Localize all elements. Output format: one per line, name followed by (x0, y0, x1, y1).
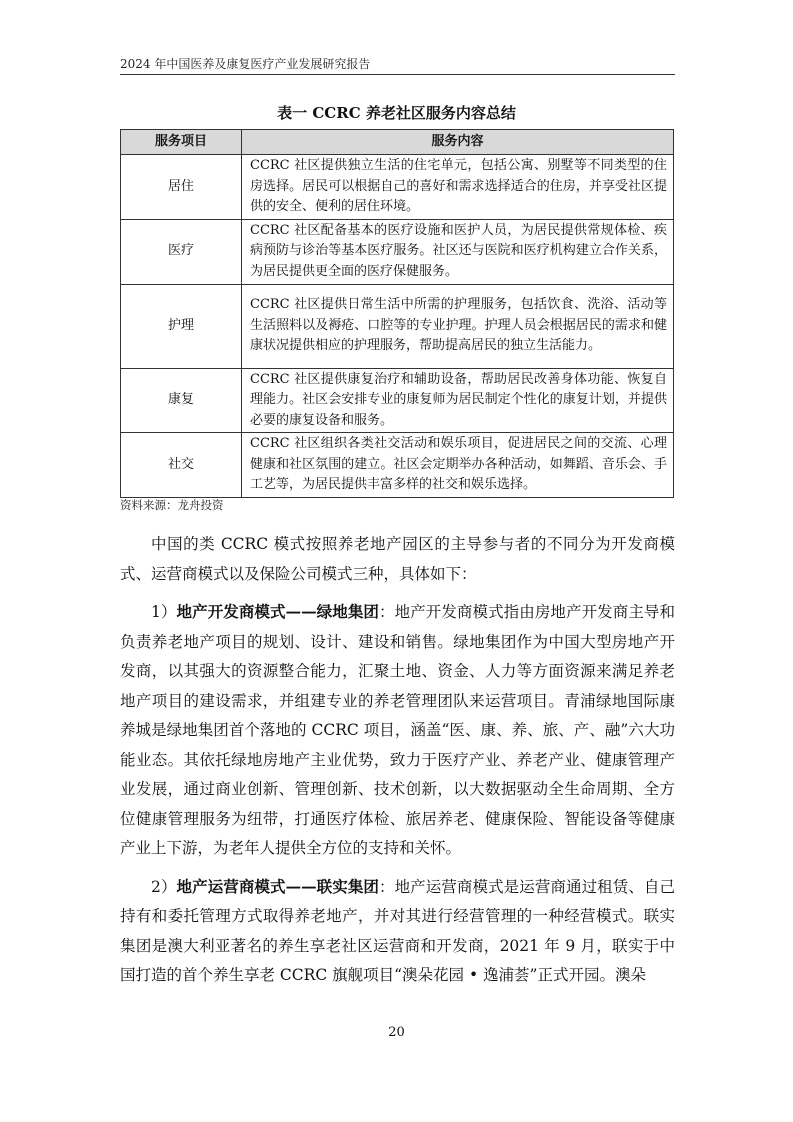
row-item-label: 居住 (121, 155, 242, 220)
paragraph-developer-model (120, 597, 675, 864)
row-item-label: 护理 (121, 284, 242, 368)
page-number: 20 (388, 1025, 405, 1040)
row-item-label: 康复 (121, 368, 242, 433)
row-item-label: 社交 (121, 433, 242, 498)
col-header-content: 服务内容 (242, 130, 674, 155)
row-content: CCRC 社区提供康复治疗和辅助设备，帮助居民改善身体功能、恢复自理能力。社区会安排专业的康复师为居民制定个性化的康复计划，并提供必要的康复设备和服务。 (242, 368, 674, 433)
col-header-item: 服务项目 (121, 130, 242, 155)
running-header: 2024 年中国医养及康复医疗产业发展研究报告 (120, 56, 675, 75)
paragraph-body: ：地产运营商模式是运营商通过租赁、自己持有和委托管理方式取得养老地产，并对其进行经营管理的一种经营模式。联实集团是澳大利亚著名的养生享老社区运营商和开发商，2021 年 9 月，联实于中国打造的首个养生享老 CCRC 旗舰项目“澳朵花园 • 逸浦荟”正式开园。澳朵 (120, 877, 675, 984)
table-title: 表一 CCRC 养老社区服务内容总结 (277, 104, 516, 122)
row-content: CCRC 社区提供独立生活的住宅单元，包括公寓、别墅等不同类型的住房选择。居民可以根据自己的喜好和需求选择适合的住房，并享受社区提供的安全、便利的居住环境。 (242, 155, 674, 220)
table-row (121, 433, 674, 498)
service-table (120, 129, 674, 498)
paragraph-body: ：地产开发商模式指由房地产开发商主导和负责养老地产项目的规划、设计、建设和销售。绿地集团作为中国大型房地产开发商，以其强大的资源整合能力，汇聚土地、资金、人力等方面资源来满足养老地产项目的建设需求，并组建专业的养老管理团队来运营项目。青浦绿地国际康养城是绿地集团首个落地的 CCRC 项目，涵盖“医、康、养、旅、产、融”六大功能业态。其依托绿地房地产主业优势，致力于医疗产业、养老产业、健康管理产业发展，通过商业创新、管理创新、技术创新，以大数据驱动全生命周期、全方位健康管理服务为纽带，打通医疗体检、旅居养老、健康保险、智能设备等健康产业上下游，为老年人提供全方位的支持和关怀。 (120, 603, 675, 857)
paragraph-heading: 地产运营商模式——联实集团 (176, 876, 380, 896)
table-source-note: 资料来源：龙舟投资 (120, 498, 224, 512)
paragraph-number: 2） (151, 877, 177, 896)
table-row (121, 155, 674, 220)
paragraph-number: 1） (151, 603, 177, 621)
body-text (120, 530, 675, 999)
row-content: CCRC 社区提供日常生活中所需的护理服务，包括饮食、洗浴、活动等生活照料以及褥疮、口腔等的专业护理。护理人员会根据居民的需求和健康状况提供相应的护理服务，帮助提高居民的独立生活能力。 (242, 284, 674, 368)
paragraph-operator-model (120, 872, 675, 991)
row-item-label: 医疗 (121, 219, 242, 284)
paragraph-heading: 地产开发商模式——绿地集团 (176, 602, 380, 621)
table-row (121, 284, 674, 368)
row-content: CCRC 社区组织各类社交活动和娱乐项目，促进居民之间的交流、心理健康和社区氛围的建立。社区会定期举办各种活动，如舞蹈、音乐会、手工艺等，为居民提供丰富多样的社交和娱乐选择。 (242, 433, 674, 498)
row-content: CCRC 社区配备基本的医疗设施和医护人员，为居民提供常规体检、疾病预防与诊治等基本医疗服务。社区还与医院和医疗机构建立合作关系，为居民提供更全面的医疗保健服务。 (242, 219, 674, 284)
table-row (121, 219, 674, 284)
table-row (121, 368, 674, 433)
intro-paragraph: 中国的类 CCRC 模式按照养老地产园区的主导参与者的不同分为开发商模式、运营商模式以及保险公司模式三种，具体如下： (120, 535, 675, 583)
table-header-row (121, 130, 674, 155)
